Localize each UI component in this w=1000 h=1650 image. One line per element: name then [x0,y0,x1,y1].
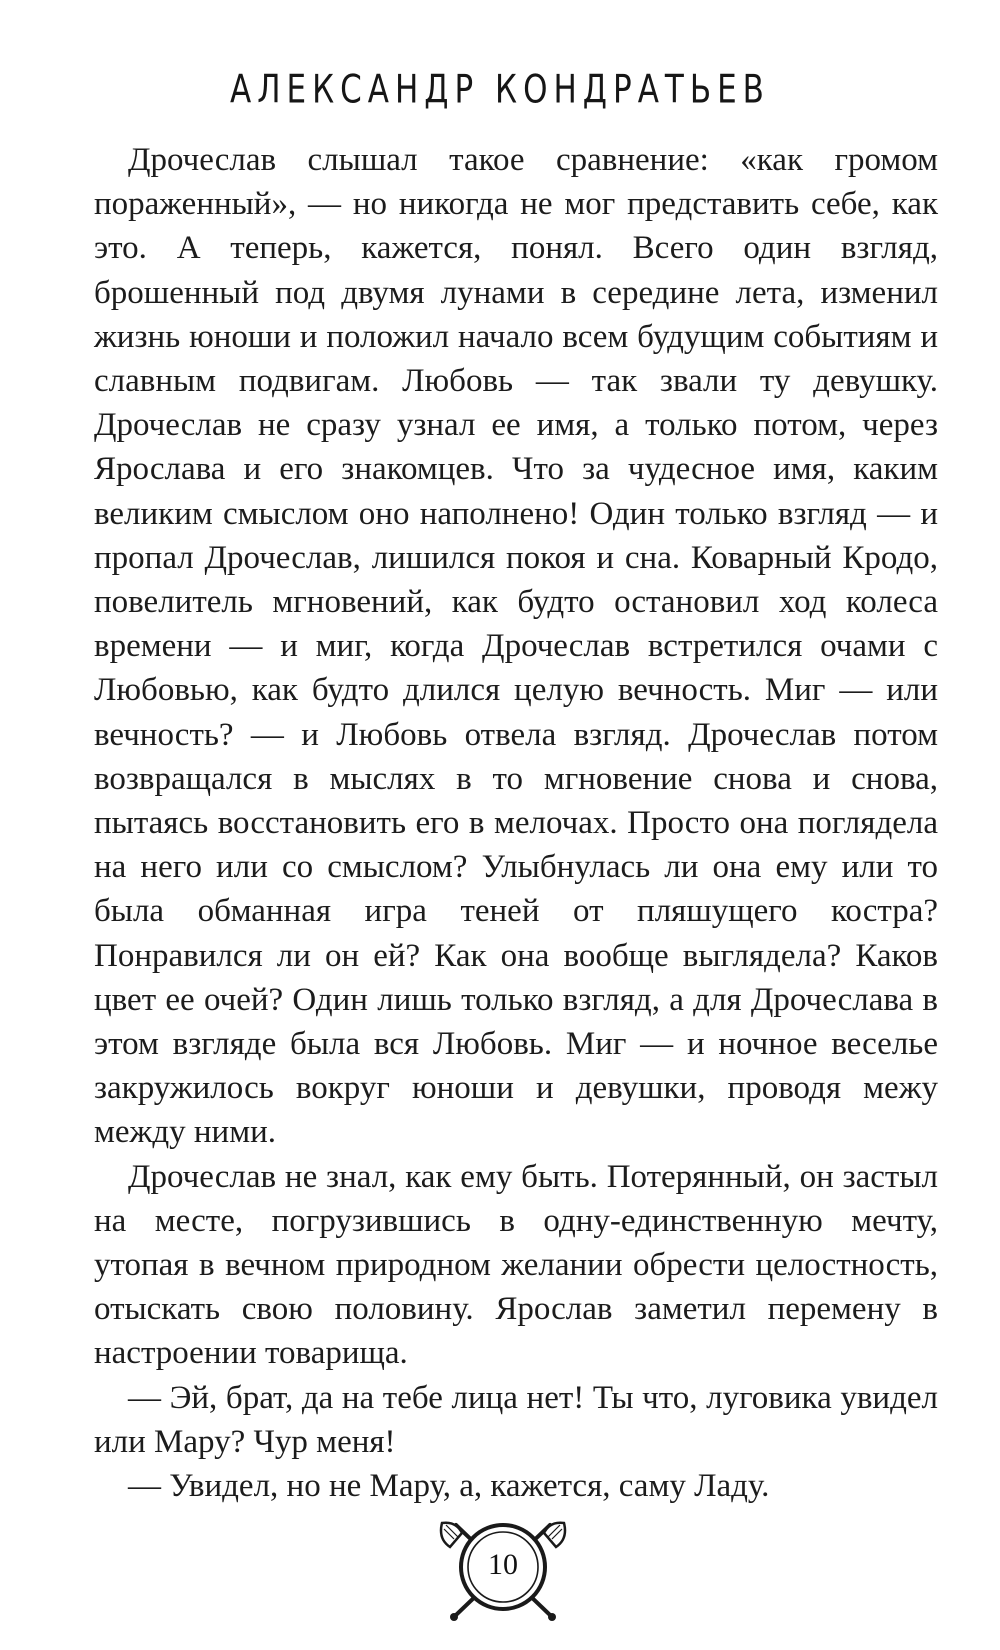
running-header: АЛЕКСАНДР КОНДРАТЬЕВ [230,67,770,113]
body-text [94,138,938,1508]
page-number-ornament [428,1503,578,1633]
page-number: 10 [488,1548,518,1581]
dialogue-line-1: — Эй, брат, да на тебе лица нет! Ты что, луговика увидел или Мару? Чур меня! [94,1379,938,1460]
paragraph-2: Дрочеслав не знал, как ему быть. Потерянный, он застыл на месте, погрузившись в одну-единственную мечту, утопая в вечном природном желании обрести целостность, отыскать свою половину. Ярослав заметил перемену в настроении товарища. [94,1158,938,1372]
paragraph-1: Дрочеслав слышал такое сравнение: «как громом пораженный», — но никогда не мог представить себе, как это. А теперь, кажется, понял. Всего один взгляд, брошенный под двумя лунами в середине лета, изменил жизнь юноши и положил начало всем будущим событиям и славным подвигам. Любовь — так звали ту девушку. Дрочеслав не сразу узнал ее имя, а только потом, через Ярослава и его знакомцев. Что за чудесное имя, каким великим смыслом оно наполнено! Один только взгляд — и пропал Дрочеслав, лишился покоя и сна. Коварный Кродо, повелитель мгновений, как будто остановил ход колеса времени — и миг, когда Дрочеслав встретился очами с Любовью, как будто длился целую вечность. Миг — или вечность? — и Любовь отвела взгляд. Дрочеслав потом возвращался в мыслях в то мгновение снова и снова, пытаясь восстановить его в мелочах. Просто она поглядела на него или со смыслом? Улыбнулась ли она ему или то была обманная игра теней от пляшущего костра? Понравился ли он ей? Как она вообще выглядела? Каков цвет ее очей? Один лишь только взгляд, а для Дрочеслава в этом взгляде была вся Любовь. Миг — и ночное веселье закружилось вокруг юноши и девушки, проводя межу между ними. [94,142,938,1151]
dialogue-line-2: — Увидел, но не Мару, а, кажется, саму Ладу. [128,1468,770,1505]
